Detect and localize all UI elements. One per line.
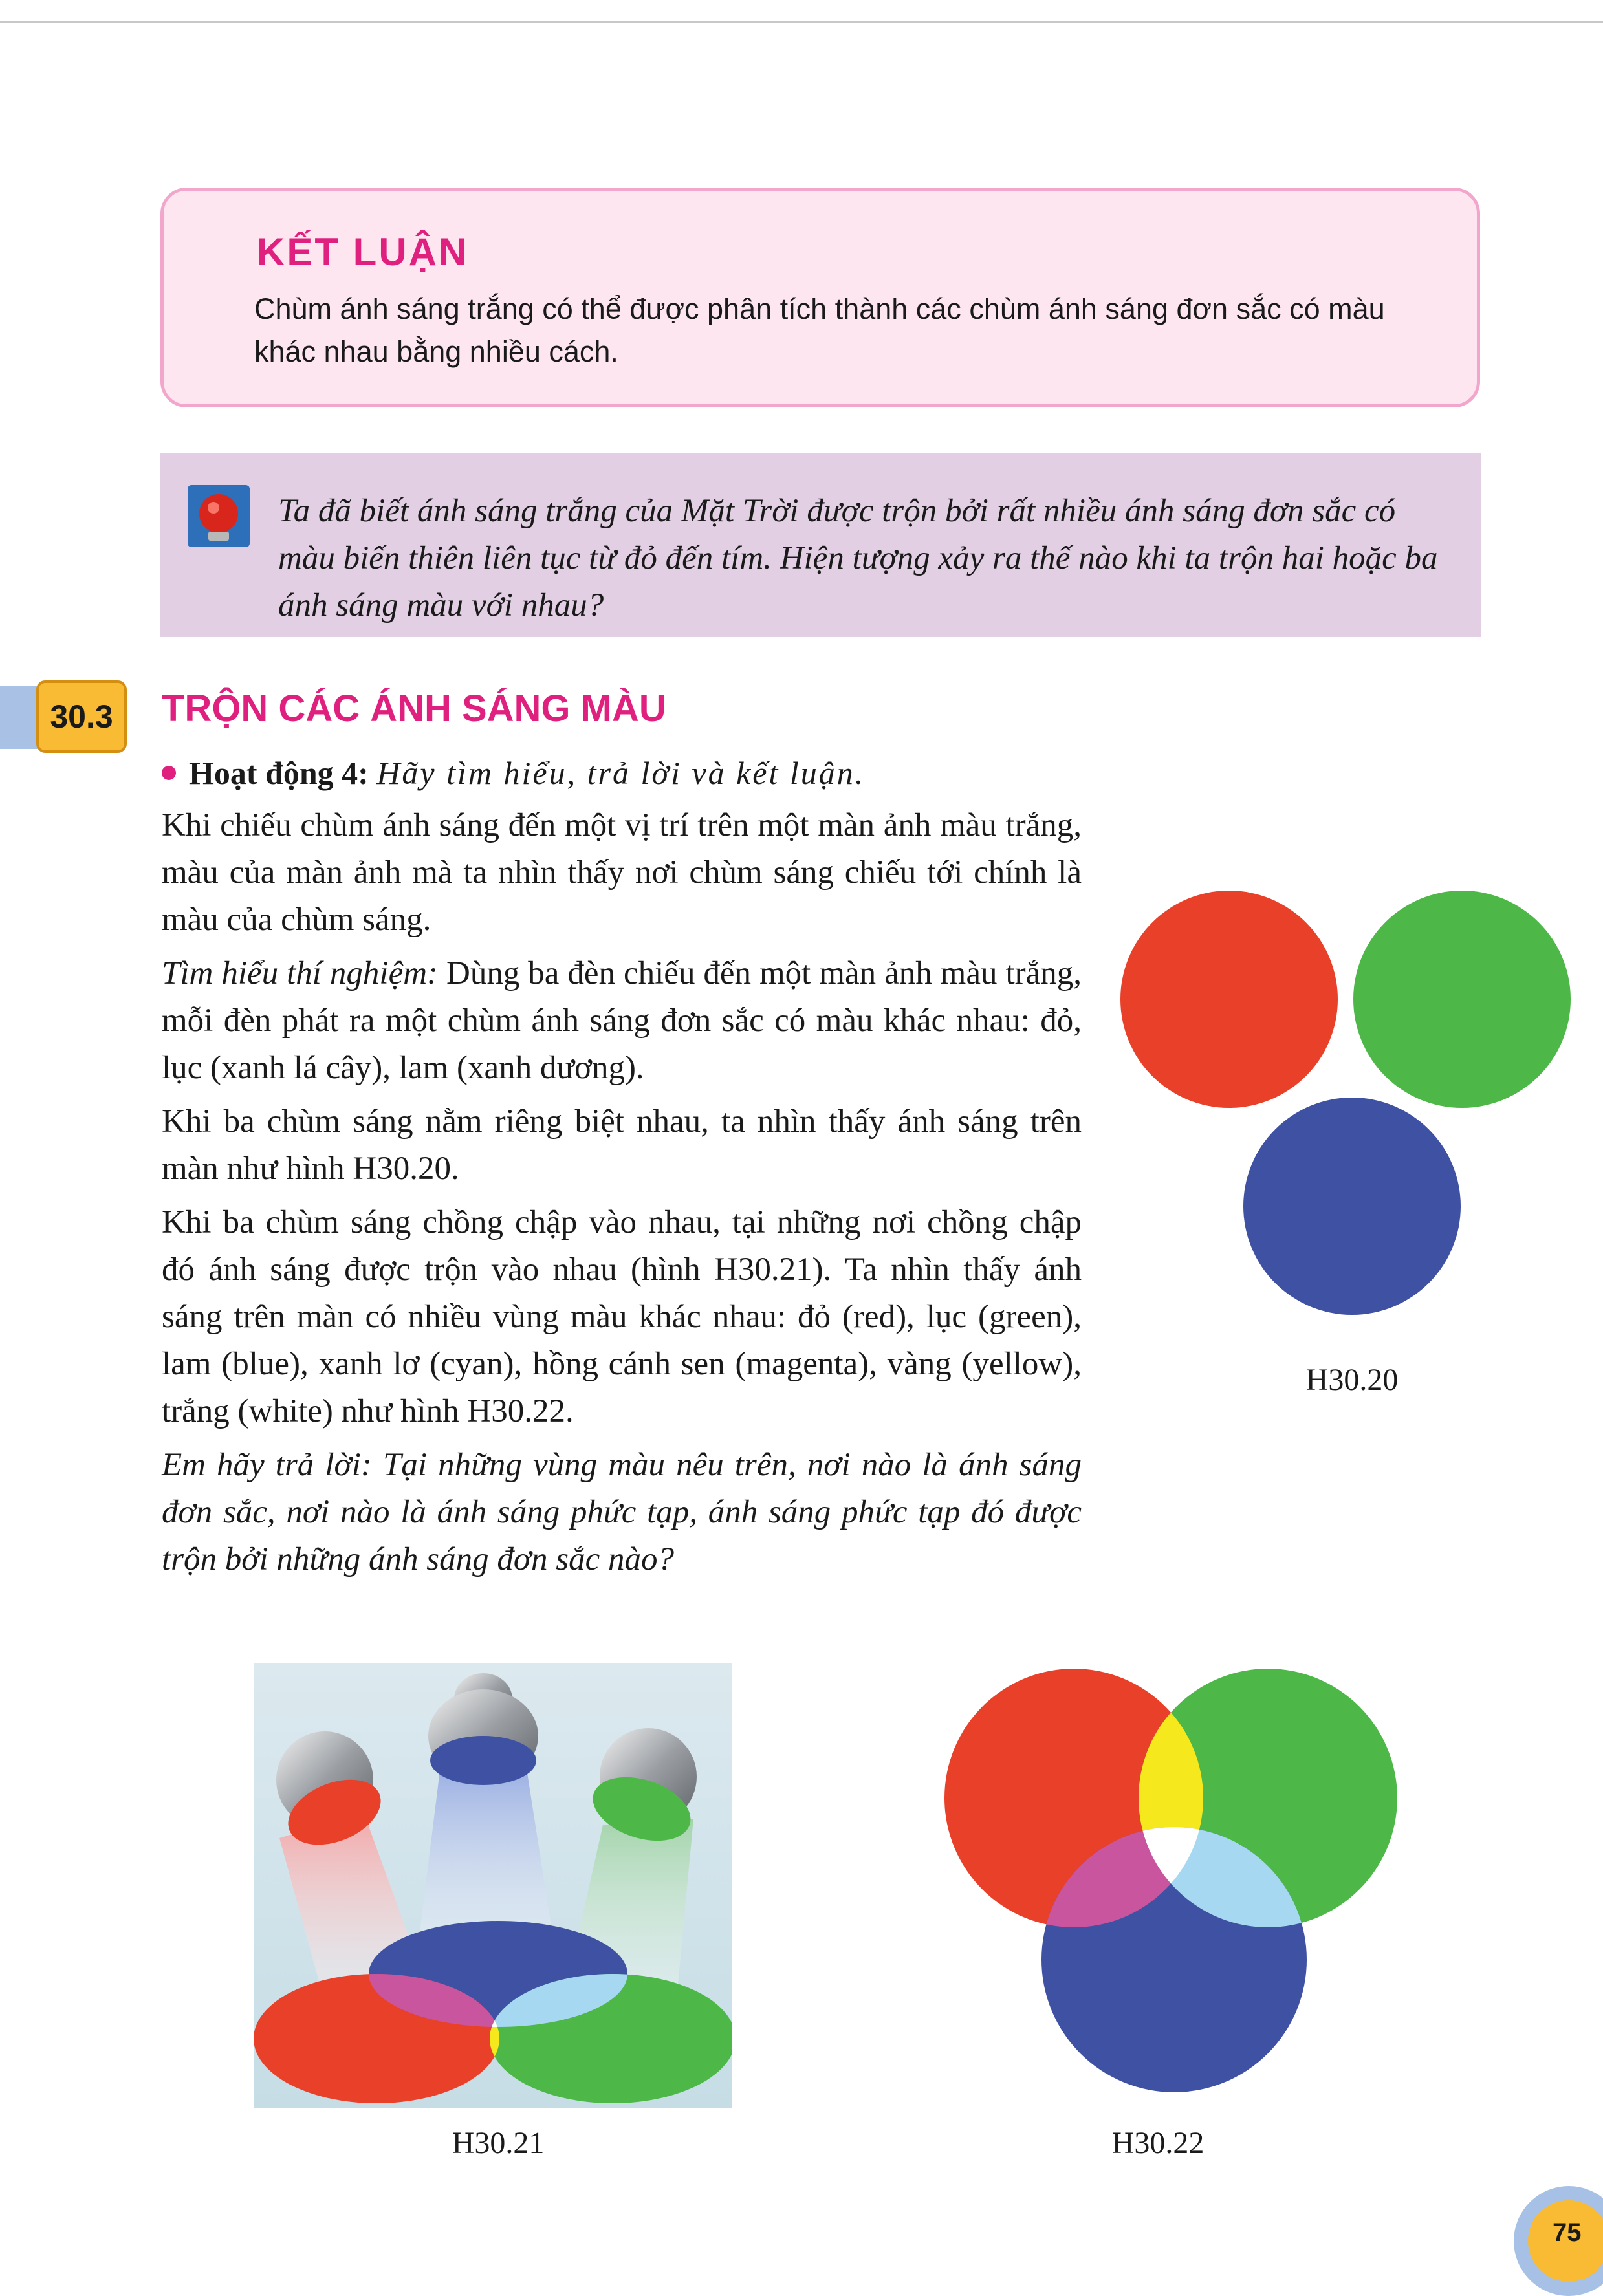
activity-label: Hoạt động 4: — [189, 755, 369, 791]
page-number: 75 — [1553, 2218, 1582, 2247]
section-number-badge: 30.3 — [36, 680, 127, 753]
body-text — [162, 802, 1082, 1590]
paragraph-4: Khi ba chùm sáng chồng chập vào nhau, tại những nơi chồng chập đó ánh sáng được trộn vào nhau (hình H30.21). Ta nhìn thấy ánh sáng trên màn có nhiều vùng màu khác nhau: đỏ (red), lục (green), lam (blue), xanh lơ (cyan), hồng cánh sen (magenta), vàng (yellow), trắng (white) như hình H30.22. — [162, 1204, 1082, 1429]
question-box — [160, 453, 1481, 637]
blue-spot — [1243, 1098, 1461, 1315]
red-light-bulb-icon — [188, 485, 250, 547]
green-spot — [1353, 891, 1571, 1108]
section-tab — [0, 686, 41, 749]
top-rule — [0, 21, 1603, 23]
bullet-icon — [162, 766, 176, 780]
conclusion-text: Chùm ánh sáng trắng có thể được phân tích thành các chùm ánh sáng đơn sắc có màu khác nhau bằng nhiều cách. — [254, 292, 1385, 368]
figure-h30-21-caption: H30.21 — [452, 2126, 545, 2160]
activity-instruction: Hãy tìm hiểu, trả lời và kết luận. — [376, 755, 866, 791]
paragraph-2-lead: Tìm hiểu thí nghiệm: — [162, 955, 439, 991]
paragraph-3: Khi ba chùm sáng nằm riêng biệt nhau, ta nhìn thấy ánh sáng trên màn như hình H30.20. — [162, 1103, 1082, 1187]
activity-line — [162, 750, 865, 796]
paragraph-2-text: Dùng ba đèn chiếu đến một màn ảnh màu trắng, mỗi đèn phát ra một chùm ánh sáng đơn sắc có màu khác nhau: đỏ, lục (xanh lá cây), lam (xanh dương). — [162, 955, 1082, 1086]
figure-h30-22-caption: H30.22 — [1111, 2126, 1205, 2160]
paragraph-5-question: Em hãy trả lời: Tại những vùng màu nêu trên, nơi nào là ánh sáng đơn sắc, nơi nào là ánh sáng phức tạp, ánh sáng phức tạp đó được trộn bởi những ánh sáng đơn sắc nào? — [162, 1447, 1082, 1577]
question-text: Ta đã biết ánh sáng trắng của Mặt Trời được trộn bởi rất nhiều ánh sáng đơn sắc có màu biến thiên liên tục từ đỏ đến tím. Hiện tượng xảy ra thế nào khi ta trộn hai hoặc ba ánh sáng màu với nhau? — [278, 493, 1438, 623]
conclusion-title: KẾT LUẬN — [257, 230, 469, 274]
figure-h30-20 — [1119, 886, 1591, 1326]
paragraph-2 — [162, 950, 1082, 1092]
section-title: TRỘN CÁC ÁNH SÁNG MÀU — [162, 688, 666, 730]
conclusion-box — [160, 188, 1480, 407]
figure-h30-20-caption: H30.20 — [1305, 1363, 1399, 1397]
figure-h30-22 — [944, 1656, 1410, 2096]
paragraph-1: Khi chiếu chùm ánh sáng đến một vị trí trên một màn ảnh màu trắng, màu của màn ảnh mà ta nhìn thấy nơi chùm sáng chiếu tới chính là màu của chùm sáng. — [162, 807, 1082, 938]
red-spot — [1120, 891, 1338, 1108]
figure-h30-21 — [254, 1663, 732, 2108]
